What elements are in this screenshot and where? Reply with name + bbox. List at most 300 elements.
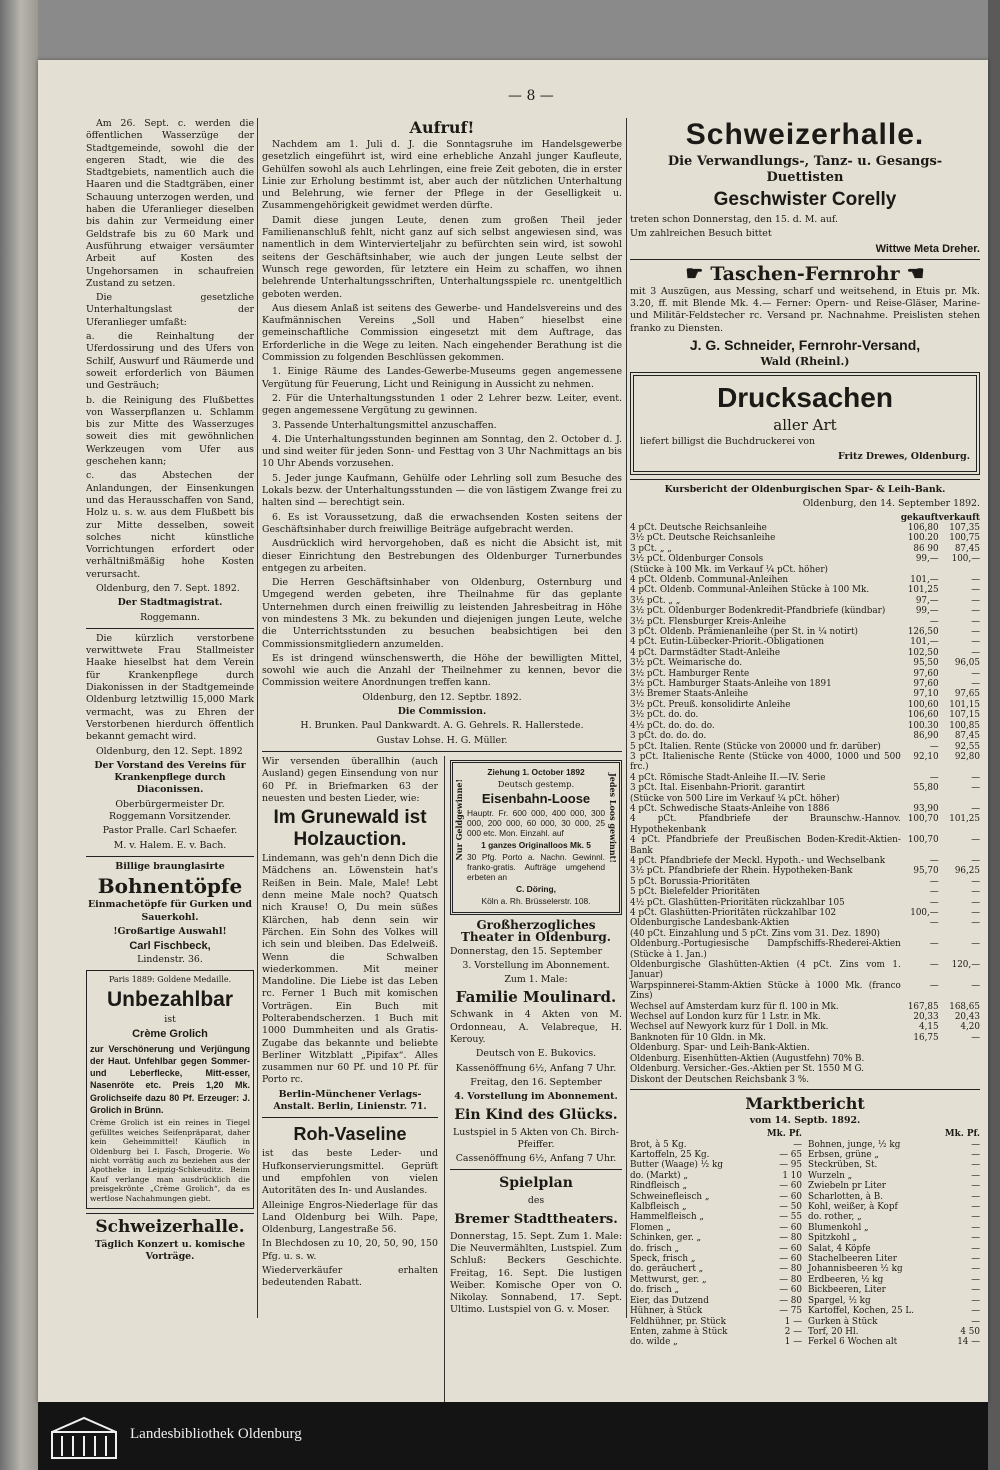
row-value: — [971,668,980,679]
markt-date: vom 14. Septb. 1892. [749,1114,861,1126]
ad-side-text: Jedes Loos gewinnt! [608,772,618,863]
row-label: 3½ pCt. Oldenburger Bodenkredit-Pfandbriefe (kündbar) [630,606,886,617]
row-value: — 80 [779,1264,802,1275]
markt-head: Mk. Pf. [766,1129,802,1140]
row-value: — [971,1233,980,1244]
row-value: — [929,887,939,898]
row-value: — 55 [779,1212,802,1223]
kurs-table-row [630,710,980,720]
row-label: 3½ pCt. Hamburger Rente [630,668,750,679]
kurs-table-row [630,981,980,1002]
row-label: 4 pCt. Darmstädter Stadt-Anleihe [630,647,781,658]
row-value: — 95 [779,1160,802,1171]
row-value: 92,55 [954,741,980,752]
theater-text: 3. Vorstellung im Abonnement. [462,959,610,971]
kurs-table-row [630,814,980,835]
row-label: (Stücke von 500 Lire im Verkauf ¼ pCt. höher) [630,793,840,804]
row-value [901,1064,939,1074]
row-value: 168,65 [949,1001,980,1012]
row-label: 3½ pCt. Deutsche Reichsanleihe [630,533,776,544]
kurs-table-row [630,929,980,939]
markt-tables [630,1129,980,1348]
divider [86,1213,254,1214]
markt-left-row [630,1212,802,1222]
row-value: 101,— [910,637,939,648]
row-label: Kohl, weißer, à Kopf [808,1202,898,1213]
page-number: — 8 — [508,88,554,104]
row-value: 97,— [915,595,939,606]
row-label: Gurken à Stück [808,1316,878,1327]
kurs-table-row [630,804,980,814]
row-label: 4 pCt. Eutin-Lübecker-Priorit.-Obligationen [630,637,825,648]
row-value: — [929,960,939,971]
article-item: 4. Die Unterhaltungsstunden beginnen am Sonntag, den 2. October d. J. und sind weiter für jeden Sonn- und Festtag von 3 Uhr Nachmittags an bis 10 Uhr Abends vorzusehen. [262,433,622,470]
theater-text: Kassenöffnung 6½, Anfang 7 Uhr. [455,1062,617,1074]
row-value: 126,50 [907,627,939,638]
spielplan-theater: Bremer Stadttheaters. [454,1211,618,1227]
row-value: — [971,1274,980,1285]
kurs-table-row [630,1064,980,1074]
row-label: 4 pCt. Pfandbriefe der Meckl. Hypoth.- und Wechselbank [630,855,886,866]
row-value: 4,20 [960,1022,980,1033]
row-label: do. frisch „ [630,1285,680,1296]
row-label: do. (Markt) „ [630,1170,688,1181]
row-value: — [971,939,980,950]
markt-right-row [808,1192,980,1202]
row-label: Banknoten für 10 Gldn. in Mk. [630,1032,766,1043]
notice-date: Oldenburg, den 12. Sept. 1892 [96,745,243,757]
kurs-table [630,513,980,1085]
row-value [939,1054,980,1064]
ad-text: Lindemann, was geh'n denn Dich die Mädchens an. Löwenstein hat's Reißen in Bein. Male, Male! Lebt denn meine Male noch? Quatsch nich Krause! O, Du mein süßes Klärchen, hab denn sein wir Pärchen. Ein Sohn des Volkes will ich sein und bleiben. Das Edelweiß. Wenn die Schwalben wiederkommen. Mit meiner Mandoline. Die Liebe ist das Leben rc. Ferner 1 Buch mit komischen Vorträgen. Ein Buch mit Polterabendscherzen. 1 Buch mit 1000 Dummheiten und als Gratis-Zugabe das bekannte und beliebte Berliner Witzblatt „Pipifax“. Alles zusammen nur 60 Pf. und 10 Pf. für Porto rc. [262,853,438,1086]
divider [262,751,622,752]
ad-title: Im Grunewald ist Holzauction. [273,807,427,851]
row-value: 95,50 [913,658,939,669]
library-footer [38,1402,988,1470]
row-label: Wechsel auf London kurz für 1 Lstr. in Mk. [630,1012,821,1023]
row-label: 3½ pCt. Oldenburger Consols [630,554,764,565]
markt-left-row [630,1296,802,1306]
row-value: — [929,897,939,908]
row-value: — [971,585,980,596]
spielplan-title: Spielplan [499,1175,573,1192]
markt-right-row [808,1212,980,1222]
kurs-table-row [630,1022,980,1032]
row-value: — [971,980,980,991]
divider [450,1169,622,1170]
row-value: 100,— [951,554,980,565]
ad-text: mit 3 Auszügen, aus Messing, scharf und weitsehend, in Etuis pr. Mk. 3.20, ff. mit Blende Mk. 4.— Ferner: Opern- und Reise-Gläser, Marine- und Militär-Feldstecher rc. Versand pr. Nachnahme. Preislisten stehen franko zu Diensten. [630,285,980,334]
kurs-table-row [630,1033,980,1043]
row-value: — [929,876,939,887]
row-value: — [971,1295,980,1306]
row-label: Warpspinnerei-Stamm-Aktien Stücke à 1000 Mk. (franco Zins) [630,980,901,1002]
row-value: 86,90 [913,731,939,742]
ad-text: Die Verwandlungs-, Tanz- u. Gesangs-Duettisten [667,154,943,185]
row-label: Johannisbeeren ½ kg [808,1264,903,1275]
kurs-table-row [630,1054,980,1064]
notice-paragraph: Am 26. Sept. c. werden die öffentlichen Wasserzüge der Stadtgemeinde, sowohl die der engeren Stadt, wie die des Stadtgebiets, namentlich auch die Haaren und die Stadtgräben, einer Schauung unterzogen werden, und haben die Uferanlieger dieselben bis dahin zur Vermeidung einer Geldstrafe bis zu 60 Mark und Ausführung etwaiger versäumter Arbeit auf Kosten des Ungehorsamen in schaufreien Zustand zu setzen. [86,118,254,289]
ad-small-print: Crème Grolich ist ein reines in Tiegel gefülltes weiches Seifenpräparat, daher kein Geheimmittel! Käuflich in Oldenburg bei I. Fasch, Drogerie. Wo nicht vorrätig auch zu beziehen aus der Apotheke in Leipzig-Schkeuditz. Beim Kauf verlange man ausdrücklich die preisgekrönte „Crème Grolich“, da es wertlose Nachahmungen giebt. [90,1118,250,1203]
row-value: 100,70 [907,835,939,846]
article-item: 1. Einige Räume des Landes-Gewerbe-Museums gegen angemessene Vergütung für Feuerung, Licht und Reinigung in Aussicht zu nehmen. [262,366,622,390]
kurs-table-row [630,960,980,981]
row-value [939,1064,980,1074]
row-label: Butter (Waage) ½ kg [630,1160,723,1171]
row-value: — [971,1254,980,1265]
row-value: — [971,876,980,887]
markt-right-row [808,1181,980,1191]
row-value: 97,65 [954,689,980,700]
ad-text: ist [164,1014,176,1025]
article-paragraph: Damit diese jungen Leute, denen zum großen Theil jeder Familienanschluß fehlt, nicht ganz auf sich selbst angewiesen sind, was namentlich in dem Wintervierteljahr zu befürchten sein wird, ist sowohl seitens der Geschäftsinhaber, wie auch der jungen Leute selbst der Wunsch rege geworden, für letztere ein Heim zu schaffen, wo ihnen belehrende Unterhaltungsschriften, Unterhaltungsspiele rc. unentgeltlich geboten werden. [262,214,622,300]
row-value: — [971,1212,980,1223]
row-label: Oldenburg. Versicher.-Ges.-Aktien per St. 1550 M G. [630,1064,865,1075]
row-label: 4 pCt. Glashütten-Prioritäten rückzahlbar 102 [630,908,837,918]
row-label: Spitzkohl „ [808,1233,858,1244]
row-label: do. geräuchert „ [630,1264,704,1275]
kurs-table-row [630,887,980,897]
row-value: 100,60 [907,699,939,710]
markt-right-row [808,1160,980,1170]
kurs-table-row [630,585,980,595]
theater-text: Freitag, den 16. September [470,1076,602,1088]
row-value: — [971,1316,980,1327]
row-label: 3½ pCt. „ „ [630,595,681,606]
row-label: do. frisch „ [630,1243,680,1254]
notice-paragraph: Die kürzlich verstorbene verwittwete Frau Stallmeister Haake hieselbst hat dem Verein für Krankenpflege durch Diakonissen in der Stadtgemeinde Oldenburg letztwillig 15,000 Mark vermacht, was zu Ehren der Verstorbenen hierdurch öffentlich bekannt gemacht wird. [86,632,254,743]
row-value: 20,33 [913,1012,939,1023]
divider [630,259,980,260]
ad-title: Schweizerhalle. [95,1217,245,1238]
row-value: 101,25 [949,814,980,825]
ad-text: liefert billigst die Buchdruckerei von [640,436,816,448]
article-paragraph: Aus diesem Anlaß ist seitens des Gewerbe- und Handelsvereins und des Kaufmännischen Vereins „Soll und Haben“ hieselbst eine gemeinschaftliche Commission eingesetzt mit dem Auftrage, das Erforderliche in die Wege zu leiten. Nach eingehender Berathung ist die Commission zu folgenden Beschlüssen gekommen. [262,302,622,364]
row-value: 14 — [957,1337,980,1348]
ad-text: Deutsch gestemp. [497,778,575,789]
kurs-table-row [630,596,980,606]
theater-text: Schwank in 4 Akten von M. Ordonneau, A. Velabreque, H. Kerouy. [450,1009,622,1046]
theater-text: Zum 1. Male: [504,974,568,986]
kurs-table-row [630,658,980,668]
ad-text: !Großartige Auswahl! [113,925,227,937]
row-value: — [971,1181,980,1192]
row-value: — [971,783,980,794]
notice-item: b. die Reinigung des Flußbettes von Wasserpflanzen u. Schlamm bis zur Mitte des Wasserzuges soweit dies mit gewöhnlichen Werkzeugen vom Ufer aus geschehen kann; [86,394,254,468]
pointing-hand-icon: ☚ [899,260,925,285]
kurs-table-row [630,637,980,647]
row-label: Zwiebeln pr Liter [808,1181,887,1192]
row-value [901,1054,939,1064]
row-value: — 60 [779,1243,802,1254]
row-value: 1 — [784,1337,802,1348]
row-label: Hammelfleisch „ [630,1212,704,1223]
row-value: — 80 [779,1274,802,1285]
row-label: (40 pCt. Einzahlung und 5 pCt. Zins vom 31. Dez. 1890) [630,928,880,939]
kurs-table-row [630,700,980,710]
article-item: 6. Es ist Voraussetzung, daß die erwachsenden Kosten seitens der Geschäftsinhaber durch freiwillige Beiträge aufgebracht werden. [262,511,622,535]
row-value: — [971,897,980,908]
kurs-table-row [630,1043,980,1053]
divider [630,1089,980,1090]
article-paragraph: Nachdem am 1. Juli d. J. die Sonntagsruhe im Handelsgewerbe gesetzlich eingeführt ist, wird eine erhebliche Anzahl junger Kaufleute, Gehülfen sowohl als auch Lehrlingen, eine freie Zeit geboten, die in erster Linie zur Erholung bestimmt ist, aber auch der nützlichen Unterhaltung und Belehrung, wie ferner der Pflege in der Geselligkeit u. Zusammengehörigkeit gewidmet werden dürfte. [262,139,622,212]
newspaper-page [38,60,988,1402]
markt-right-row [808,1275,980,1285]
divider [630,479,980,480]
article-paragraph: Ausdrücklich wird hervorgehoben, daß es nicht die Absicht ist, mit dieser Einrichtung den Bestrebungen des Oldenburger Turnerbundes entgegen zu arbeiten. [262,538,622,574]
row-value: 107,15 [949,710,980,721]
row-label: Wechsel auf Amsterdam kurz für fl. 100 in Mk. [630,1001,839,1012]
row-value: 55,80 [913,783,939,794]
ad-title: Eisenbahn-Loose [481,790,591,806]
row-label: Wechsel auf Newyork kurz für 1 Doll. in Mk. [630,1022,829,1033]
kurs-table-row [630,856,980,866]
row-value: 95,70 [913,866,939,877]
row-value: 100.20 [907,533,939,544]
ad-side-text: Nur Geldgewinne! [454,778,464,861]
theater-text: Cassenöffnung 6½, Anfang 7 Uhr. [455,1153,617,1165]
markt-right-row [808,1223,980,1233]
markt-right-row [808,1202,980,1212]
kurs-table-row [630,523,980,533]
row-label: 5 pCt. Bielefelder Prioritäten [630,887,760,898]
row-label: Scharlotten, à B. [808,1191,884,1202]
row-value: 97,60 [913,679,939,690]
markt-left-row [630,1285,802,1295]
row-label: (Stücke à 100 Mk. im Verkauf ¼ pCt. höher) [630,564,828,575]
row-label: 3 pCt. Oldenb. Prämienanleihe (per St. in ¼ notirt) [630,627,858,638]
row-value: — [971,595,980,606]
row-value [901,794,939,804]
article-names: H. Brunken. Paul Dankwardt. A. G. Gehrels. R. Hallerstede. [300,720,584,732]
article-item: 3. Passende Unterhaltungsmittel anzuschaffen. [272,419,497,431]
row-label: Oldenburgische Landesbank-Aktien [630,918,790,929]
row-label: 3½ Bremer Staats-Anleihe [630,689,749,700]
kurs-table-row [630,1012,980,1022]
article-signature: Die Commission. [397,706,487,718]
spielplan-text: des [527,1195,545,1207]
markt-left-row [630,1264,802,1274]
row-label: Kartoffel, Kochen, 25 L. [808,1306,915,1317]
row-value: — [971,606,980,617]
row-label: 3 pCt. Ital. Eisenbahn-Priorit. garantirt [630,783,805,794]
notice-item: a. die Reinhaltung der Uferdossirung und des Ufers von Schilf, Auswurf und Räumerde und soweit erforderlich von Bäumen und Gesträuch; [86,331,254,392]
row-label: 3½ pCt. Flensburger Kreis-Anleihe [630,616,787,627]
ad-title: Geschwister Corelly [713,189,897,210]
ad-text: Ziehung 1. October 1892 [487,766,585,777]
row-value: — 60 [779,1191,802,1202]
row-value [939,929,980,939]
divider [262,1117,438,1118]
row-value: — [929,980,939,991]
row-value: — 60 [779,1254,802,1265]
row-label: Erbsen, grüne „ [808,1150,879,1161]
article-paragraph: Die Herren Geschäftsinhaber von Oldenburg, Osternburg und Umgegend werden gebeten, ihre Theilnahme für das geplante Unternehmen durch einen freiwillig zu leistenden Jahresbeitrag in Höhe von mindestens 3 Mk. zu bekunden und diejenigen jungen Leute, welche die Unterrichtsstunden zu besuchen beabsichtigen bei den Commissionsmitgliedern anzumelden. [262,577,622,650]
ad-company: Berlin-Münchener Verlags-Anstalt. Berlin, Linienstr. 71. [273,1088,427,1113]
markt-left-row [630,1275,802,1285]
markt-left-row [630,1181,802,1191]
row-value: 106,80 [907,522,939,533]
row-value: — 50 [779,1202,802,1213]
row-value: 102,50 [907,647,939,658]
notice-signature: Der Vorstand des Vereins für Krankenpflege durch Diaconissen. [94,759,246,796]
notice-signature-name: M. v. Halem. E. v. Bach. [113,839,227,851]
theater-play: Ein Kind des Glücks. [454,1106,618,1123]
lottery-ad [450,760,622,915]
notice-signature-name: Pastor Pralle. Carl Schaefer. [102,825,238,837]
row-value: — [929,741,939,752]
theater-text: Deutsch von E. Bukovics. [475,1048,597,1060]
row-value [901,565,939,575]
markt-left-row [630,1171,802,1181]
kurs-title: Kursbericht der Oldenburgischen Spar- & Leih-Bank. [664,483,946,495]
row-label: Spargel, ½ kg [808,1295,871,1306]
markt-table-left [630,1129,802,1348]
row-value: — [971,647,980,658]
ad-text: Hauptr. Fr. 600 000, 400 000, 300 000, 200 000, 60 000, 30 000, 25 000 etc. Mon. Einzahl. auf [467,807,605,838]
ad-title: Schweizerhalle. [685,118,925,151]
row-value: 93,90 [913,803,939,814]
markt-title: Marktbericht [745,1093,865,1113]
row-value: — [929,772,939,783]
row-value: 100,75 [949,533,980,544]
ad-signature: Wittwe Meta Dreher. [875,242,980,255]
row-label: Schweinefleisch „ [630,1191,710,1202]
row-value: — 60 [779,1285,802,1296]
kurs-table-row [630,1002,980,1012]
row-label: Mettwurst, ger. „ [630,1274,707,1285]
row-label: Bohnen, junge, ½ kg [808,1139,901,1150]
markt-left-row [630,1233,802,1243]
kurs-table-row [630,575,980,585]
ad-text: Einmachetöpfe für Gurken und Sauerkohl. [88,899,252,923]
row-value: 101,— [910,575,939,585]
kurs-table-row [630,773,980,783]
kurs-table-row [630,606,980,616]
kurs-table-row [630,794,980,804]
row-value: 107,35 [949,522,980,533]
middle-lower-area [262,756,622,1456]
row-label: Kartoffeln, 25 Kg. [630,1150,710,1161]
row-label: Bickbeeren, Liter [808,1285,886,1296]
row-label: 4½ pCt. Glashütten-Prioritäten rückzahlbar 105 [630,897,845,908]
page-edge [988,0,1000,1470]
kurs-table-row [630,544,980,554]
kurs-table-row [630,866,980,876]
kurs-table-row [630,565,980,575]
ad-text: ist das beste Leder- und Hufkonservierungsmittel. Geprüft und empfohlen von vielen Autoritäten des In- und Auslandes. [262,1148,438,1197]
kurs-table-row [630,689,980,699]
row-label: Stachelbeeren Liter [808,1254,897,1265]
row-value: 167,85 [907,1001,939,1012]
row-label: Oldenburg.-Portugiesische Dampfschiffs-Rhederei-Aktien (Stücke à 1. Jan.) [630,939,901,960]
kurs-table-row [630,679,980,689]
ad-address: Wald (Rheinl.) [760,355,850,369]
row-value: — [971,1170,980,1181]
row-value: 87,45 [954,731,980,742]
divider [86,856,254,857]
row-value: 96,05 [954,658,980,669]
ad-headline: Billige braunglasirte [115,860,225,872]
row-label: Oldenburg. Spar- und Leih-Bank-Aktien. [630,1043,810,1054]
row-label: Speck, frisch „ [630,1254,696,1265]
row-value: — [971,1139,980,1150]
row-value: — [793,1139,802,1150]
row-value: 97,10 [913,689,939,700]
row-value: — [971,1160,980,1171]
row-label: Ferkel 6 Wochen alt [808,1337,898,1348]
markt-left-row [630,1317,802,1327]
markt-right-row [808,1317,980,1327]
row-value: — [971,1243,980,1254]
kurs-table-row [630,533,980,543]
section-title: Aufruf! [409,118,475,137]
row-value: — [971,1150,980,1161]
row-value: 99,— [915,606,939,617]
row-value: 20,43 [954,1012,980,1023]
kurs-header-row [630,513,980,523]
markt-left-row [630,1306,802,1316]
markt-right-row [808,1296,980,1306]
row-label: Hühner, à Stück [630,1306,703,1317]
row-value: 100,— [910,908,939,918]
kurs-table-row [630,721,980,731]
kurs-table-row [630,752,980,773]
row-label: 3½ pCt. Pfandbriefe der Rhein. Hypotheken-Bank [630,866,853,877]
row-value: — 80 [779,1295,802,1306]
row-value: 92,80 [954,751,980,762]
row-value: 100.30 [907,720,939,731]
row-label: 4 pCt. Pfandbriefe der Braunschw.-Hannov. Hypothekenbank [630,814,901,835]
row-label: Eier, das Dutzend [630,1295,709,1306]
row-value: — 80 [779,1233,802,1244]
ad-title [630,260,980,285]
kurs-table-row [630,669,980,679]
kurs-table-row [630,877,980,887]
notice-signature-name: Oberbürgermeister Dr. Roggemann Vorsitzender. [109,798,231,823]
column-rule [626,118,627,1318]
row-value [939,1075,980,1085]
ad-title: Drucksachen [717,382,893,414]
markt-right-row [808,1150,980,1160]
row-value: 16,75 [913,1032,939,1043]
article-names: Gustav Lohse. H. G. Müller. [376,734,508,746]
kurs-table-row [630,898,980,908]
ad-text: Um zahlreichen Besuch bittet [630,228,772,240]
ad-title: Unbezahlbar [106,988,234,1011]
row-value: — [971,1202,980,1213]
ad-text: 30 Pfg. Porto a. Nachn. Gewinnl. franko-gratis. Aufträge umgehend erbeten an [467,851,605,882]
ad-text: Täglich Konzert u. komische Vorträge. [94,1239,246,1263]
markt-left-row [630,1192,802,1202]
drucksachen-ad [630,372,980,475]
ad-company: C. Döring, [515,883,556,894]
ad-text: 1 ganzes Originalloos Mk. 5 [481,839,591,850]
row-value [939,794,980,804]
row-value: — [971,772,980,783]
kurs-table-row [630,617,980,627]
notice-signature: Der Stadtmagistrat. [117,597,223,609]
ad-text: Wiederverkäufer erhalten bedeutenden Rabatt. [262,1265,438,1289]
ad-company: J. G. Schneider, Fernrohr-Versand, [689,337,921,354]
column-rule [444,756,445,1456]
kurs-table-row [630,1075,980,1085]
row-value: — [971,1191,980,1202]
theater-text: 4. Vorstellung im Abonnement. [454,1091,618,1103]
row-value: 92,10 [913,751,939,762]
markt-right-row [808,1254,980,1264]
ad-title: Bohnentöpfe [97,874,243,899]
